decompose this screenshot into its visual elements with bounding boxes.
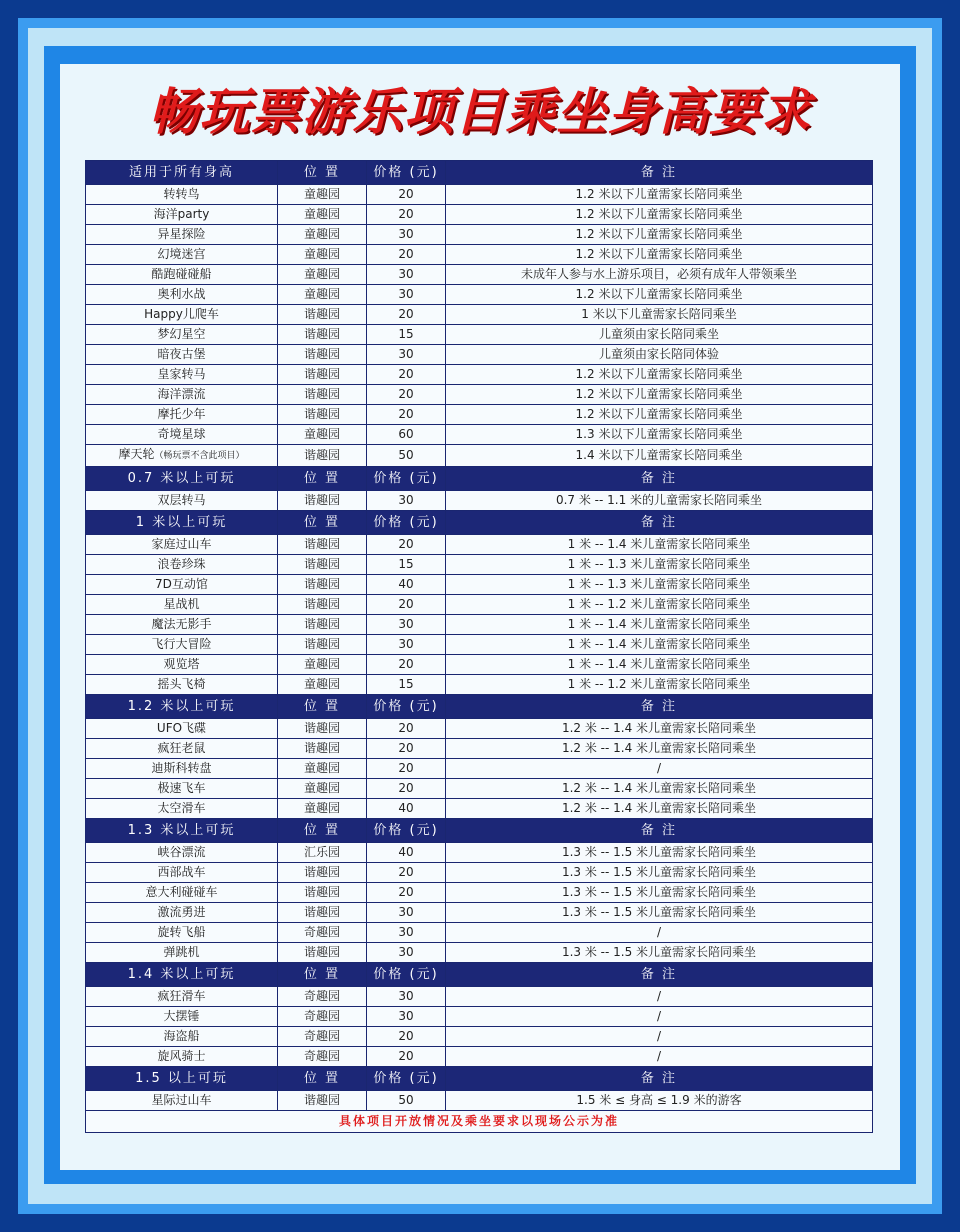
group-header-row <box>86 819 873 843</box>
note-cell: 1.2 米以下儿童需家长陪同乘坐 <box>446 385 873 405</box>
table-row <box>86 903 873 923</box>
ride-name: 皇家转马 <box>157 367 206 381</box>
ride-name: 异星探险 <box>157 227 206 241</box>
table-row <box>86 635 873 655</box>
column-header-note: 备 注 <box>446 819 873 843</box>
price-cell: 15 <box>367 555 446 575</box>
location-cell: 谐趣园 <box>278 345 367 365</box>
ride-name: 疯狂老鼠 <box>157 741 206 755</box>
note-cell: 1.2 米以下儿童需家长陪同乘坐 <box>446 365 873 385</box>
price-cell: 40 <box>367 799 446 819</box>
ride-name-cell <box>86 575 278 595</box>
ride-name: 迪斯科转盘 <box>151 761 212 775</box>
price-cell: 20 <box>367 1047 446 1067</box>
table-row <box>86 863 873 883</box>
note-cell: 1.2 米以下儿童需家长陪同乘坐 <box>446 225 873 245</box>
column-header-price: 价格 (元) <box>367 511 446 535</box>
table-row <box>86 425 873 445</box>
table-row <box>86 759 873 779</box>
column-header-price: 价格 (元) <box>367 161 446 185</box>
ride-name-cell <box>86 615 278 635</box>
ride-name: 极速飞车 <box>157 781 206 795</box>
ride-name-cell <box>86 385 278 405</box>
location-cell: 谐趣园 <box>278 739 367 759</box>
ride-name-cell <box>86 843 278 863</box>
table-row <box>86 675 873 695</box>
group-header-label: 1.2 米以上可玩 <box>86 695 278 719</box>
column-header-price: 价格 (元) <box>367 467 446 491</box>
location-cell: 奇趣园 <box>278 987 367 1007</box>
price-cell: 20 <box>367 779 446 799</box>
price-cell: 50 <box>367 445 446 467</box>
group-header-label: 1.3 米以上可玩 <box>86 819 278 843</box>
column-header-location: 位 置 <box>278 695 367 719</box>
location-cell: 童趣园 <box>278 779 367 799</box>
ride-name: 家庭过山车 <box>151 537 212 551</box>
note-cell: 1.3 米 -- 1.5 米儿童需家长陪同乘坐 <box>446 903 873 923</box>
ride-name-cell <box>86 405 278 425</box>
ride-name-cell <box>86 675 278 695</box>
ride-name: 酷跑碰碰船 <box>151 267 212 281</box>
table-row <box>86 555 873 575</box>
table-row <box>86 345 873 365</box>
ride-name: 7D互动馆 <box>155 577 208 591</box>
ride-name-cell <box>86 245 278 265</box>
ride-name-cell <box>86 425 278 445</box>
ride-name-cell <box>86 987 278 1007</box>
table-row <box>86 535 873 555</box>
note-cell: / <box>446 1027 873 1047</box>
note-cell: 0.7 米 -- 1.1 米的儿童需家长陪同乘坐 <box>446 491 873 511</box>
column-header-note: 备 注 <box>446 963 873 987</box>
location-cell: 童趣园 <box>278 425 367 445</box>
group-header-row <box>86 695 873 719</box>
ride-name: 幻境迷宫 <box>157 247 206 261</box>
price-cell: 40 <box>367 575 446 595</box>
note-cell: / <box>446 987 873 1007</box>
ride-name-cell <box>86 655 278 675</box>
column-header-note: 备 注 <box>446 1067 873 1091</box>
note-cell: 1.3 米以下儿童需家长陪同乘坐 <box>446 425 873 445</box>
price-cell: 20 <box>367 535 446 555</box>
ride-name: 飞行大冒险 <box>151 637 212 651</box>
ride-name: 西部战车 <box>157 865 206 879</box>
ride-name: 魔法无影手 <box>151 617 212 631</box>
note-cell: 1.2 米 -- 1.4 米儿童需家长陪同乘坐 <box>446 719 873 739</box>
price-cell: 30 <box>367 345 446 365</box>
column-header-price: 价格 (元) <box>367 963 446 987</box>
ride-name-cell <box>86 903 278 923</box>
ride-name-cell <box>86 1047 278 1067</box>
ride-name: 意大利碰碰车 <box>145 885 218 899</box>
price-cell: 20 <box>367 719 446 739</box>
ride-name-cell <box>86 555 278 575</box>
price-cell: 20 <box>367 205 446 225</box>
location-cell: 童趣园 <box>278 675 367 695</box>
footer-row <box>86 1111 873 1133</box>
location-cell: 童趣园 <box>278 285 367 305</box>
column-header-note: 备 注 <box>446 161 873 185</box>
note-cell: 1.2 米以下儿童需家长陪同乘坐 <box>446 185 873 205</box>
table-row <box>86 205 873 225</box>
column-header-location: 位 置 <box>278 467 367 491</box>
group-header-label: 1.5 以上可玩 <box>86 1067 278 1091</box>
column-header-price: 价格 (元) <box>367 695 446 719</box>
ride-name: 观览塔 <box>163 657 200 671</box>
ride-name: 转转鸟 <box>163 187 200 201</box>
note-cell: 1 米 -- 1.2 米儿童需家长陪同乘坐 <box>446 595 873 615</box>
location-cell: 谐趣园 <box>278 405 367 425</box>
table-row <box>86 719 873 739</box>
location-cell: 童趣园 <box>278 185 367 205</box>
location-cell: 童趣园 <box>278 205 367 225</box>
ride-name: 海洋party <box>153 207 210 221</box>
note-cell: 1 米 -- 1.3 米儿童需家长陪同乘坐 <box>446 555 873 575</box>
table-row <box>86 883 873 903</box>
price-cell: 20 <box>367 655 446 675</box>
location-cell: 谐趣园 <box>278 943 367 963</box>
price-cell: 50 <box>367 1091 446 1111</box>
ride-name-cell <box>86 325 278 345</box>
group-header-row <box>86 963 873 987</box>
note-cell: 1.4 米以下儿童需家长陪同乘坐 <box>446 445 873 467</box>
ride-name: 梦幻星空 <box>157 327 206 341</box>
column-header-note: 备 注 <box>446 511 873 535</box>
price-cell: 30 <box>367 903 446 923</box>
price-cell: 30 <box>367 1007 446 1027</box>
location-cell: 汇乐园 <box>278 843 367 863</box>
price-cell: 30 <box>367 635 446 655</box>
group-header-label: 适用于所有身高 <box>86 161 278 185</box>
note-cell: 1.5 米 ≤ 身高 ≤ 1.9 米的游客 <box>446 1091 873 1111</box>
note-cell: 1.2 米 -- 1.4 米儿童需家长陪同乘坐 <box>446 779 873 799</box>
ride-name: 星战机 <box>163 597 200 611</box>
ride-name: 海洋漂流 <box>157 387 206 401</box>
ride-name-cell <box>86 799 278 819</box>
table-row <box>86 655 873 675</box>
ride-name-cell <box>86 1007 278 1027</box>
group-header-row <box>86 1067 873 1091</box>
price-cell: 30 <box>367 987 446 1007</box>
ride-name-cell <box>86 205 278 225</box>
note-cell: 1.3 米 -- 1.5 米儿童需家长陪同乘坐 <box>446 843 873 863</box>
ride-name: 摇头飞椅 <box>157 677 206 691</box>
table-row <box>86 325 873 345</box>
ride-name: 双层转马 <box>157 493 206 507</box>
table-row <box>86 1047 873 1067</box>
note-cell: 1.3 米 -- 1.5 米儿童需家长陪同乘坐 <box>446 943 873 963</box>
price-cell: 15 <box>367 325 446 345</box>
group-header-label: 0.7 米以上可玩 <box>86 467 278 491</box>
ride-name-cell <box>86 491 278 511</box>
price-cell: 20 <box>367 365 446 385</box>
location-cell: 谐趣园 <box>278 491 367 511</box>
note-cell: 1.3 米 -- 1.5 米儿童需家长陪同乘坐 <box>446 863 873 883</box>
note-cell: / <box>446 1007 873 1027</box>
price-cell: 30 <box>367 491 446 511</box>
location-cell: 奇趣园 <box>278 1027 367 1047</box>
group-header-row <box>86 161 873 185</box>
price-cell: 15 <box>367 675 446 695</box>
table-row <box>86 225 873 245</box>
column-header-price: 价格 (元) <box>367 819 446 843</box>
ride-name: 奥利水战 <box>157 287 206 301</box>
price-cell: 20 <box>367 759 446 779</box>
ride-name-cell <box>86 305 278 325</box>
table-row <box>86 245 873 265</box>
ride-name: 星际过山车 <box>151 1093 212 1107</box>
location-cell: 童趣园 <box>278 265 367 285</box>
price-cell: 30 <box>367 285 446 305</box>
table-row <box>86 285 873 305</box>
price-cell: 40 <box>367 843 446 863</box>
ride-name: 暗夜古堡 <box>157 347 206 361</box>
table-row <box>86 365 873 385</box>
location-cell: 谐趣园 <box>278 595 367 615</box>
table-row <box>86 1027 873 1047</box>
note-cell: 1.2 米以下儿童需家长陪同乘坐 <box>446 205 873 225</box>
ride-name: 旋风骑士 <box>157 1049 206 1063</box>
price-cell: 30 <box>367 923 446 943</box>
ride-name-cell <box>86 445 278 467</box>
note-cell: 1 米 -- 1.4 米儿童需家长陪同乘坐 <box>446 615 873 635</box>
column-header-note: 备 注 <box>446 467 873 491</box>
ride-name-cell <box>86 759 278 779</box>
location-cell: 谐趣园 <box>278 305 367 325</box>
location-cell: 谐趣园 <box>278 903 367 923</box>
location-cell: 谐趣园 <box>278 385 367 405</box>
price-cell: 20 <box>367 1027 446 1047</box>
ride-name-cell <box>86 863 278 883</box>
ride-name: 奇境星球 <box>157 427 206 441</box>
table-row <box>86 1007 873 1027</box>
location-cell: 谐趣园 <box>278 863 367 883</box>
ride-name: 大摆锤 <box>163 1009 200 1023</box>
ride-name: 弹跳机 <box>163 945 200 959</box>
note-cell: 1.2 米 -- 1.4 米儿童需家长陪同乘坐 <box>446 799 873 819</box>
ride-name: 峡谷漂流 <box>157 845 206 859</box>
location-cell: 谐趣园 <box>278 615 367 635</box>
note-cell: 儿童须由家长陪同体验 <box>446 345 873 365</box>
location-cell: 童趣园 <box>278 245 367 265</box>
table-row <box>86 943 873 963</box>
table-row <box>86 923 873 943</box>
ride-name-cell <box>86 943 278 963</box>
ride-name-cell <box>86 535 278 555</box>
note-cell: 1.2 米以下儿童需家长陪同乘坐 <box>446 245 873 265</box>
column-header-location: 位 置 <box>278 819 367 843</box>
table-row <box>86 305 873 325</box>
price-cell: 20 <box>367 245 446 265</box>
ride-name: 太空滑车 <box>157 801 206 815</box>
note-cell: / <box>446 923 873 943</box>
table-row <box>86 987 873 1007</box>
location-cell: 谐趣园 <box>278 445 367 467</box>
table-row <box>86 615 873 635</box>
ride-name: 旋转飞船 <box>157 925 206 939</box>
note-cell: 1 米 -- 1.3 米儿童需家长陪同乘坐 <box>446 575 873 595</box>
price-cell: 20 <box>367 595 446 615</box>
note-cell: 1 米 -- 1.4 米儿童需家长陪同乘坐 <box>446 655 873 675</box>
note-cell: 1.2 米 -- 1.4 米儿童需家长陪同乘坐 <box>446 739 873 759</box>
location-cell: 童趣园 <box>278 225 367 245</box>
note-cell: 1 米 -- 1.4 米儿童需家长陪同乘坐 <box>446 635 873 655</box>
table-row <box>86 405 873 425</box>
table-row <box>86 185 873 205</box>
ride-name-cell <box>86 1027 278 1047</box>
price-cell: 30 <box>367 943 446 963</box>
price-cell: 20 <box>367 739 446 759</box>
table-row <box>86 445 873 467</box>
location-cell: 童趣园 <box>278 799 367 819</box>
price-cell: 20 <box>367 883 446 903</box>
table-row <box>86 779 873 799</box>
ride-name-cell <box>86 635 278 655</box>
location-cell: 谐趣园 <box>278 719 367 739</box>
ride-name: 海盗船 <box>163 1029 200 1043</box>
ride-name-cell <box>86 1091 278 1111</box>
ride-name-cell <box>86 883 278 903</box>
ride-name: 激流勇进 <box>157 905 206 919</box>
table-row <box>86 595 873 615</box>
note-cell: 未成年人参与水上游乐项目，必须有成年人带领乘坐 <box>446 265 873 285</box>
price-cell: 60 <box>367 425 446 445</box>
note-cell: 1.2 米以下儿童需家长陪同乘坐 <box>446 285 873 305</box>
location-cell: 奇趣园 <box>278 1007 367 1027</box>
page-title: 畅玩票游乐项目乘坐身高要求 <box>148 83 812 141</box>
column-header-location: 位 置 <box>278 963 367 987</box>
note-cell: 1.2 米以下儿童需家长陪同乘坐 <box>446 405 873 425</box>
location-cell: 奇趣园 <box>278 1047 367 1067</box>
location-cell: 童趣园 <box>278 759 367 779</box>
location-cell: 谐趣园 <box>278 555 367 575</box>
ride-name: UFO飞碟 <box>156 721 207 735</box>
ride-name: 浪卷珍珠 <box>157 557 206 571</box>
ride-name: 疯狂滑车 <box>157 989 206 1003</box>
location-cell: 谐趣园 <box>278 325 367 345</box>
price-cell: 20 <box>367 385 446 405</box>
location-cell: 谐趣园 <box>278 575 367 595</box>
note-cell: / <box>446 759 873 779</box>
ride-name-cell <box>86 225 278 245</box>
location-cell: 谐趣园 <box>278 635 367 655</box>
ride-name-cell <box>86 365 278 385</box>
location-cell: 谐趣园 <box>278 535 367 555</box>
table-row <box>86 1091 873 1111</box>
table-row <box>86 843 873 863</box>
table-row <box>86 575 873 595</box>
ride-name-note: （畅玩票不含此项目） <box>154 451 245 461</box>
price-cell: 30 <box>367 265 446 285</box>
note-cell: 1 米 -- 1.2 米儿童需家长陪同乘坐 <box>446 675 873 695</box>
column-header-location: 位 置 <box>278 161 367 185</box>
price-cell: 30 <box>367 615 446 635</box>
note-cell: / <box>446 1047 873 1067</box>
column-header-note: 备 注 <box>446 695 873 719</box>
price-cell: 20 <box>367 405 446 425</box>
ride-name-cell <box>86 595 278 615</box>
ride-name-cell <box>86 779 278 799</box>
group-header-row <box>86 467 873 491</box>
ride-name: 摩天轮 <box>118 447 155 461</box>
ride-name-cell <box>86 923 278 943</box>
footer-notice: 具体项目开放情况及乘坐要求以现场公示为准 <box>86 1111 873 1133</box>
table-row <box>86 491 873 511</box>
ride-name: 摩托少年 <box>157 407 206 421</box>
table-row <box>86 265 873 285</box>
price-cell: 20 <box>367 863 446 883</box>
column-header-location: 位 置 <box>278 1067 367 1091</box>
group-header-label: 1.4 米以上可玩 <box>86 963 278 987</box>
price-cell: 30 <box>367 225 446 245</box>
ride-name-cell <box>86 719 278 739</box>
note-cell: 儿童须由家长陪同乘坐 <box>446 325 873 345</box>
ride-name-cell <box>86 739 278 759</box>
table-row <box>86 385 873 405</box>
note-cell: 1 米 -- 1.4 米儿童需家长陪同乘坐 <box>446 535 873 555</box>
location-cell: 谐趣园 <box>278 883 367 903</box>
ride-name-cell <box>86 285 278 305</box>
location-cell: 谐趣园 <box>278 365 367 385</box>
group-header-label: 1 米以上可玩 <box>86 511 278 535</box>
note-cell: 1.3 米 -- 1.5 米儿童需家长陪同乘坐 <box>446 883 873 903</box>
ride-name-cell <box>86 265 278 285</box>
location-cell: 童趣园 <box>278 655 367 675</box>
group-header-row <box>86 511 873 535</box>
ride-name-cell <box>86 345 278 365</box>
location-cell: 谐趣园 <box>278 1091 367 1111</box>
ride-name: Happy儿爬车 <box>144 307 219 321</box>
height-requirements-table <box>85 160 873 1133</box>
table-row <box>86 799 873 819</box>
price-cell: 20 <box>367 185 446 205</box>
price-cell: 20 <box>367 305 446 325</box>
note-cell: 1 米以下儿童需家长陪同乘坐 <box>446 305 873 325</box>
column-header-price: 价格 (元) <box>367 1067 446 1091</box>
location-cell: 奇趣园 <box>278 923 367 943</box>
ride-name-cell <box>86 185 278 205</box>
table-row <box>86 739 873 759</box>
column-header-location: 位 置 <box>278 511 367 535</box>
